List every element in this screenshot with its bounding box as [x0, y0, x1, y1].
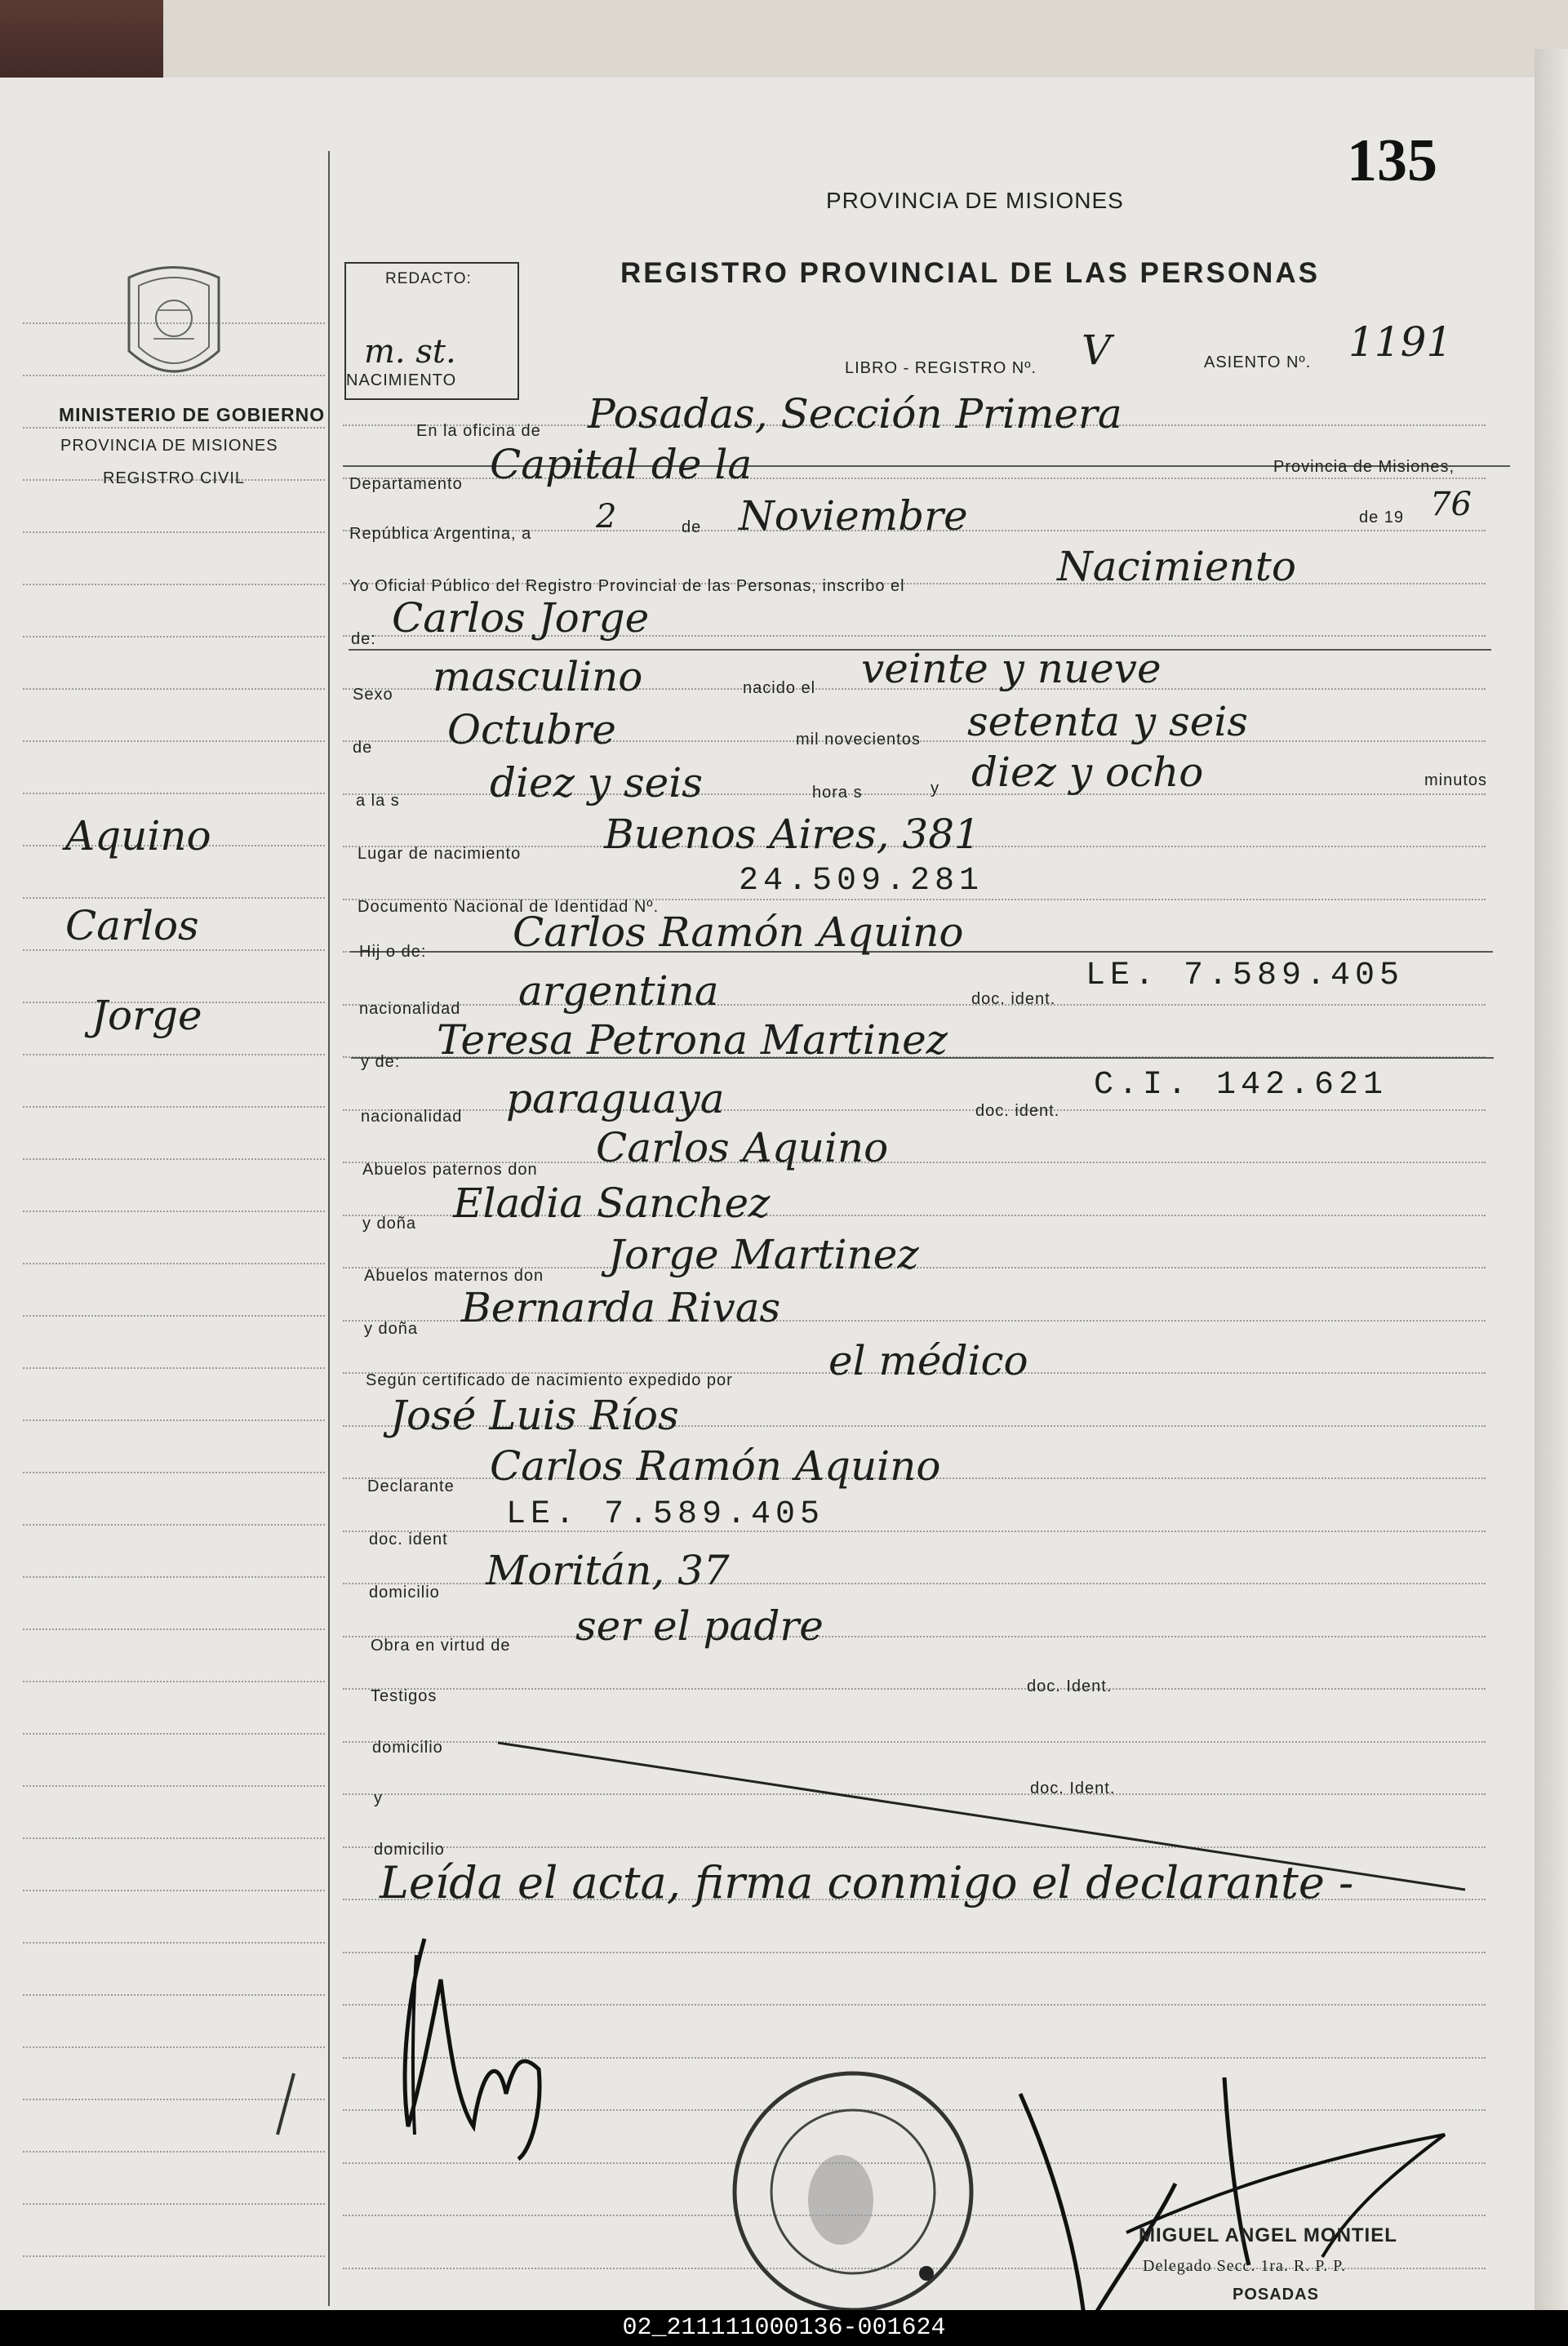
y-label: y: [931, 780, 939, 798]
margin-rule: [23, 1628, 325, 1630]
form-rule: [343, 1004, 1486, 1006]
margin-rule: [23, 793, 325, 794]
stamp-role: Delegado Secc. 1ra. R. P. P.: [1143, 2257, 1347, 2275]
domicilio-label: domicilio: [369, 1584, 440, 1602]
provincia-label: Provincia de Misiones,: [1273, 458, 1455, 476]
margin-rule: [23, 531, 325, 533]
mil-value: setenta y seis: [967, 698, 1248, 745]
margin-rule: [23, 1054, 325, 1055]
margin-rule: [23, 1785, 325, 1787]
registry-title: REGISTRO PROVINCIAL DE LAS PERSONAS: [620, 257, 1320, 289]
testigos-domicilio2-label: domicilio: [374, 1841, 445, 1859]
nacido-label: nacido el: [743, 679, 816, 697]
oficina-value: Posadas, Sección Primera: [588, 390, 1122, 438]
margin-rule: [23, 1472, 325, 1473]
documento-label: Documento Nacional de Identidad Nº.: [358, 898, 660, 916]
sexo-label: Sexo: [353, 686, 393, 704]
margin-rule: [23, 1211, 325, 1212]
anio-label: de 19: [1359, 509, 1405, 527]
abuelo-materno-value: Jorge Martinez: [608, 1231, 919, 1278]
abuelos-maternos-label: Abuelos maternos don: [364, 1267, 544, 1285]
libro-value: V: [1082, 327, 1112, 374]
padre-nacionalidad-label: nacionalidad: [359, 1000, 461, 1018]
page-edge: [1535, 49, 1568, 2310]
nacido-value: veinte y nueve: [861, 645, 1162, 692]
anio-value: 76: [1430, 486, 1472, 523]
underlying-sheet: [163, 0, 1568, 78]
dia-value: 2: [596, 498, 617, 535]
page-number: 135: [1347, 127, 1437, 194]
margin-rule: [23, 1158, 325, 1160]
margin-rule: [23, 1942, 325, 1944]
ministry-seal-icon: [121, 261, 227, 392]
act-type-label: NACIMIENTO: [346, 371, 457, 389]
margin-rule: [23, 2203, 325, 2205]
hijo-label: Hij o de:: [359, 943, 427, 961]
margin-rule: [23, 1994, 325, 1996]
margin-note-name2: Jorge: [91, 992, 202, 1039]
testigos-doc2-label: doc. Ident.: [1030, 1779, 1116, 1797]
lugar-label: Lugar de nacimiento: [358, 845, 522, 863]
margin-note-surname: Aquino: [65, 812, 211, 860]
departamento-label: Departamento: [349, 475, 463, 493]
margin-rule: [23, 2255, 325, 2257]
margin-rule: [23, 949, 325, 951]
madre-doc-label: doc. ident.: [975, 1102, 1060, 1120]
margin-rule: [23, 1263, 325, 1264]
asiento-value: 1191: [1348, 318, 1453, 366]
padre-nacionalidad-value: argentina: [518, 967, 719, 1015]
horas-label: hora s: [812, 784, 863, 802]
margin-rule: [23, 1524, 325, 1526]
minutos-value: diez y ocho: [971, 749, 1204, 796]
margin-rule: [23, 1890, 325, 1891]
birth-record-page: [0, 78, 1535, 2310]
image-caption: 02_211111000136-001624: [0, 2310, 1568, 2346]
minutos-label: minutos: [1424, 771, 1488, 789]
certificado-value: el médico: [828, 1337, 1028, 1384]
declarante-doc-value: LE. 7.589.405: [506, 1496, 825, 1533]
medico-value: José Luis Ríos: [390, 1392, 679, 1439]
margin-tick-mark: [269, 2069, 302, 2143]
a-las-label: a la s: [356, 792, 400, 810]
segun-label: Según certificado de nacimiento expedido por: [366, 1371, 733, 1389]
margin-divider: [328, 151, 330, 2306]
abuelo-paterno-value: Carlos Aquino: [596, 1124, 889, 1171]
declarante-label: Declarante: [367, 1477, 455, 1495]
province-header: PROVINCIA DE MISIONES: [826, 188, 1124, 213]
margin-rule: [23, 636, 325, 638]
margin-rule: [23, 688, 325, 690]
mes-nac-value: Octubre: [447, 706, 616, 753]
hora-value: diez y seis: [490, 759, 703, 806]
mes-value: Noviembre: [739, 492, 968, 540]
margin-note-name1: Carlos: [65, 902, 199, 949]
libro-label: LIBRO - REGISTRO Nº.: [845, 359, 1037, 377]
closing-text: Leída el acta, firma conmigo el declarante -: [380, 1857, 1354, 1908]
abuelos-paternos-label: Abuelos paternos don: [362, 1161, 538, 1179]
ministry-line2: PROVINCIA DE MISIONES: [60, 437, 278, 455]
margin-rule: [23, 1733, 325, 1735]
de-mes-label: de: [353, 739, 373, 757]
margin-rule: [23, 2046, 325, 2048]
abuela-materna-value: Bernarda Rivas: [461, 1284, 781, 1331]
madre-value: Teresa Petrona Martinez: [437, 1016, 948, 1064]
mil-label: mil novecientos: [796, 731, 921, 749]
asiento-label: ASIENTO Nº.: [1204, 353, 1312, 371]
abuela-paterna-label: y doña: [362, 1215, 417, 1233]
declarante-signature: [375, 1922, 580, 2167]
testigos-doc-label: doc. Ident.: [1027, 1677, 1113, 1695]
testigos-domicilio-label: domicilio: [372, 1739, 443, 1757]
margin-rule: [23, 1681, 325, 1682]
padre-doc-label: doc. ident.: [971, 990, 1056, 1008]
testigos-label: Testigos: [371, 1687, 438, 1705]
declarante-value: Carlos Ramón Aquino: [490, 1442, 941, 1490]
inscribo-value: Nacimiento: [1057, 543, 1296, 590]
declarante-doc-label: doc. ident: [369, 1531, 448, 1548]
oficina-label: En la oficina de: [416, 422, 541, 440]
madre-nacionalidad-label: nacionalidad: [361, 1108, 463, 1126]
redacto-initials: m. st.: [364, 333, 456, 371]
ministry-line3: REGISTRO CIVIL: [103, 469, 246, 487]
margin-rule: [23, 1367, 325, 1369]
margin-rule: [23, 1315, 325, 1317]
sexo-value: masculino: [433, 653, 643, 700]
oficial-text: Yo Oficial Público del Registro Provincial de las Personas, inscribo el: [349, 577, 905, 595]
margin-rule: [23, 1576, 325, 1578]
madre-doc-value: C.I. 142.621: [1094, 1067, 1388, 1104]
margin-rule: [23, 427, 325, 429]
padre-value: Carlos Ramón Aquino: [513, 909, 964, 956]
form-rule: [343, 1688, 1486, 1690]
stamp-city: POSADAS: [1233, 2286, 1319, 2304]
documento-value: 24.509.281: [739, 863, 984, 900]
form-rule: [343, 1636, 1486, 1637]
padre-doc-value: LE. 7.589.405: [1086, 958, 1405, 994]
lugar-value: Buenos Aires, 381: [604, 811, 980, 858]
margin-rule: [23, 1837, 325, 1839]
domicilio-value: Moritán, 37: [486, 1547, 730, 1594]
redacto-label: REDACTO:: [385, 270, 472, 287]
abuela-paterna-value: Eladia Sanchez: [453, 1180, 771, 1227]
madre-nacionalidad-value: paraguaya: [506, 1075, 725, 1122]
de-nombre-label: de:: [351, 630, 376, 648]
de-label: de: [682, 518, 702, 536]
departamento-value: Capital de la: [490, 441, 753, 488]
testigos-crossout: [490, 1726, 1469, 1906]
obra-label: Obra en virtud de: [371, 1637, 511, 1655]
testigos-y-label: y: [374, 1789, 383, 1807]
margin-rule: [23, 897, 325, 899]
margin-rule: [23, 1106, 325, 1108]
margin-rule: [23, 1420, 325, 1421]
nombre-value: Carlos Jorge: [392, 594, 650, 642]
margin-rule: [23, 740, 325, 742]
margin-rule: [23, 2151, 325, 2153]
obra-value: ser el padre: [575, 1602, 824, 1650]
margin-rule: [23, 584, 325, 585]
registry-stamp-icon: [718, 2061, 988, 2310]
ministry-line1: MINISTERIO DE GOBIERNO: [59, 404, 326, 425]
abuela-materna-label: y doña: [364, 1320, 419, 1338]
stamp-name: MIGUEL ANGEL MONTIEL: [1139, 2224, 1397, 2246]
republica-label: República Argentina, a: [349, 525, 532, 543]
y-de-label: y de:: [361, 1053, 401, 1071]
